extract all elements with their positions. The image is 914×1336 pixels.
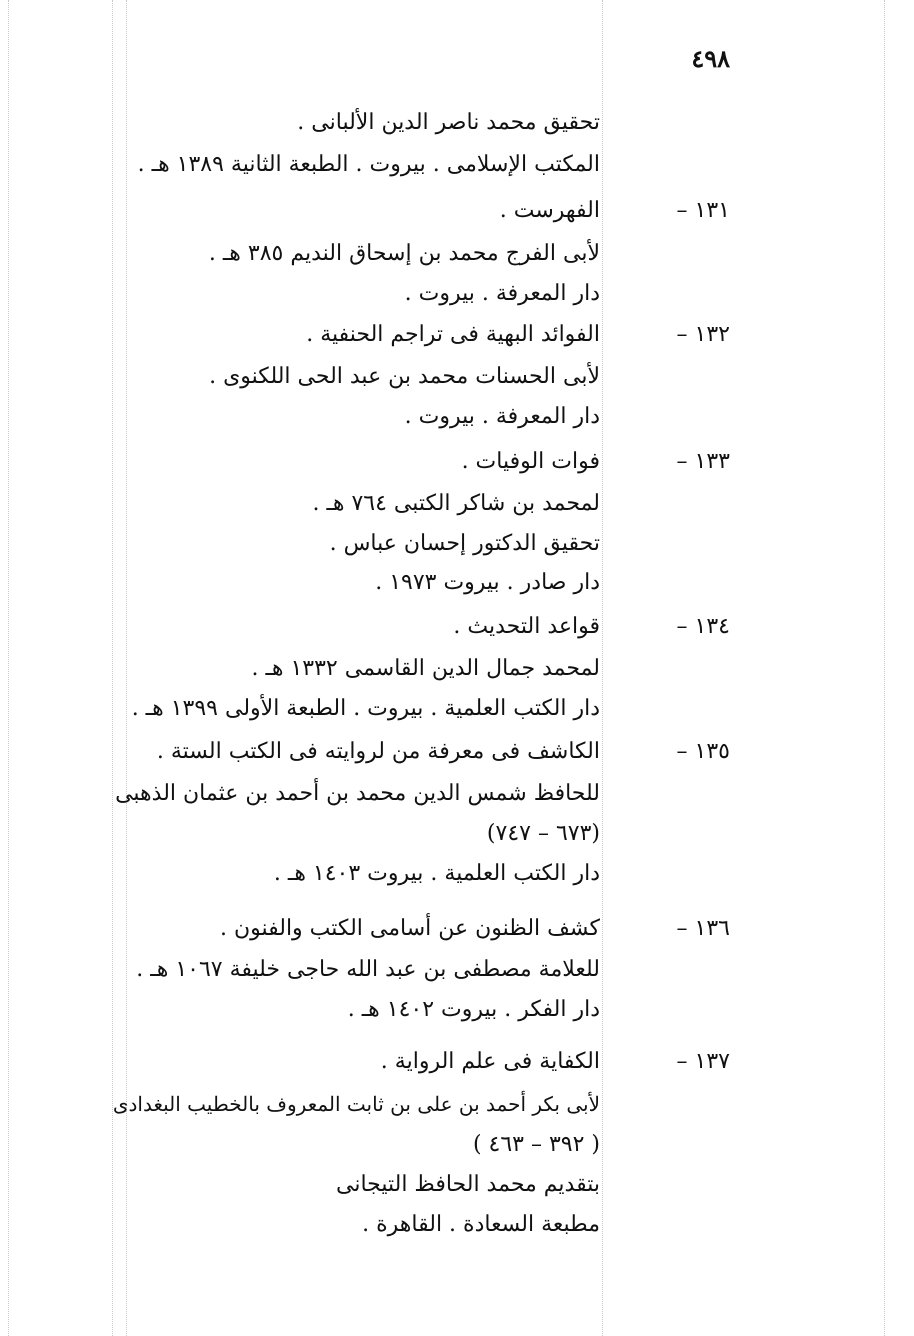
entry-number: ١٣٢ – xyxy=(676,322,730,347)
entry-line: دار المعرفة . بيروت . xyxy=(404,281,600,306)
entry-line: ( ٣٩٢ – ٤٦٣ ) xyxy=(472,1132,600,1157)
entry-number: ١٣٣ – xyxy=(676,449,730,474)
entry-number: ١٣٦ – xyxy=(676,916,730,941)
entry-line: المكتب الإسلامى . بيروت . الطبعة الثانية ١٣٨٩ هـ . xyxy=(137,152,600,177)
entry-line: للحافظ شمس الدين محمد بن أحمد بن عثمان الذهبى xyxy=(115,781,600,806)
entry-line: بتقديم محمد الحافظ التيجانى xyxy=(335,1172,600,1197)
entry-line: لأبى الفرج محمد بن إسحاق النديم ٣٨٥ هـ . xyxy=(208,241,600,266)
scan-guide-left xyxy=(8,0,9,1336)
entry-line: للعلامة مصطفى بن عبد الله حاجى خليفة ١٠٦٧ هـ . xyxy=(136,957,600,982)
entry-title: الكاشف فى معرفة من لروايته فى الكتب الستة . xyxy=(156,739,600,764)
entry-line: (٦٧٣ – ٧٤٧) xyxy=(486,821,600,846)
scan-guide-right xyxy=(884,0,885,1336)
page-number: ٤٩٨ xyxy=(691,44,730,73)
entry-line: لأبى الحسنات محمد بن عبد الحى اللكنوى . xyxy=(209,364,600,389)
entry-number: ١٣١ – xyxy=(676,198,730,223)
entry-number: ١٣٤ – xyxy=(676,614,730,639)
scan-guide-mid-2 xyxy=(602,0,603,1336)
scan-guide-mid xyxy=(126,0,127,1336)
entry-line: دار صادر . بيروت ١٩٧٣ . xyxy=(375,570,600,595)
entry-line: لأبى بكر أحمد بن على بن ثابت المعروف بالخطيب البغدادى xyxy=(112,1092,600,1116)
entry-line: دار الكتب العلمية . بيروت ١٤٠٣ هـ . xyxy=(273,861,600,886)
entry-line: لمحمد جمال الدين القاسمى ١٣٣٢ هـ . xyxy=(251,656,600,681)
entry-title: الكفاية فى علم الرواية . xyxy=(380,1049,600,1074)
entry-line: دار الكتب العلمية . بيروت . الطبعة الأولى ١٣٩٩ هـ . xyxy=(131,696,600,721)
entry-title: قواعد التحديث . xyxy=(453,614,600,639)
entry-line: دار المعرفة . بيروت . xyxy=(404,404,600,429)
entry-line: مطبعة السعادة . القاهرة . xyxy=(362,1212,600,1237)
entry-line: تحقيق محمد ناصر الدين الألبانى . xyxy=(297,110,600,135)
entry-line: دار الفكر . بيروت ١٤٠٢ هـ . xyxy=(347,997,600,1022)
entry-number: ١٣٧ – xyxy=(676,1049,730,1074)
entry-title: الفوائد البهية فى تراجم الحنفية . xyxy=(306,322,600,347)
entry-number: ١٣٥ – xyxy=(676,739,730,764)
scan-guide-left-inner xyxy=(112,0,113,1336)
entry-line: لمحمد بن شاكر الكتبى ٧٦٤ هـ . xyxy=(312,491,600,516)
entry-title: فوات الوفيات . xyxy=(461,449,600,474)
entry-line: تحقيق الدكتور إحسان عباس . xyxy=(329,531,600,556)
entry-title: كشف الظنون عن أسامى الكتب والفنون . xyxy=(219,916,600,941)
entry-title: الفهرست . xyxy=(499,198,600,223)
